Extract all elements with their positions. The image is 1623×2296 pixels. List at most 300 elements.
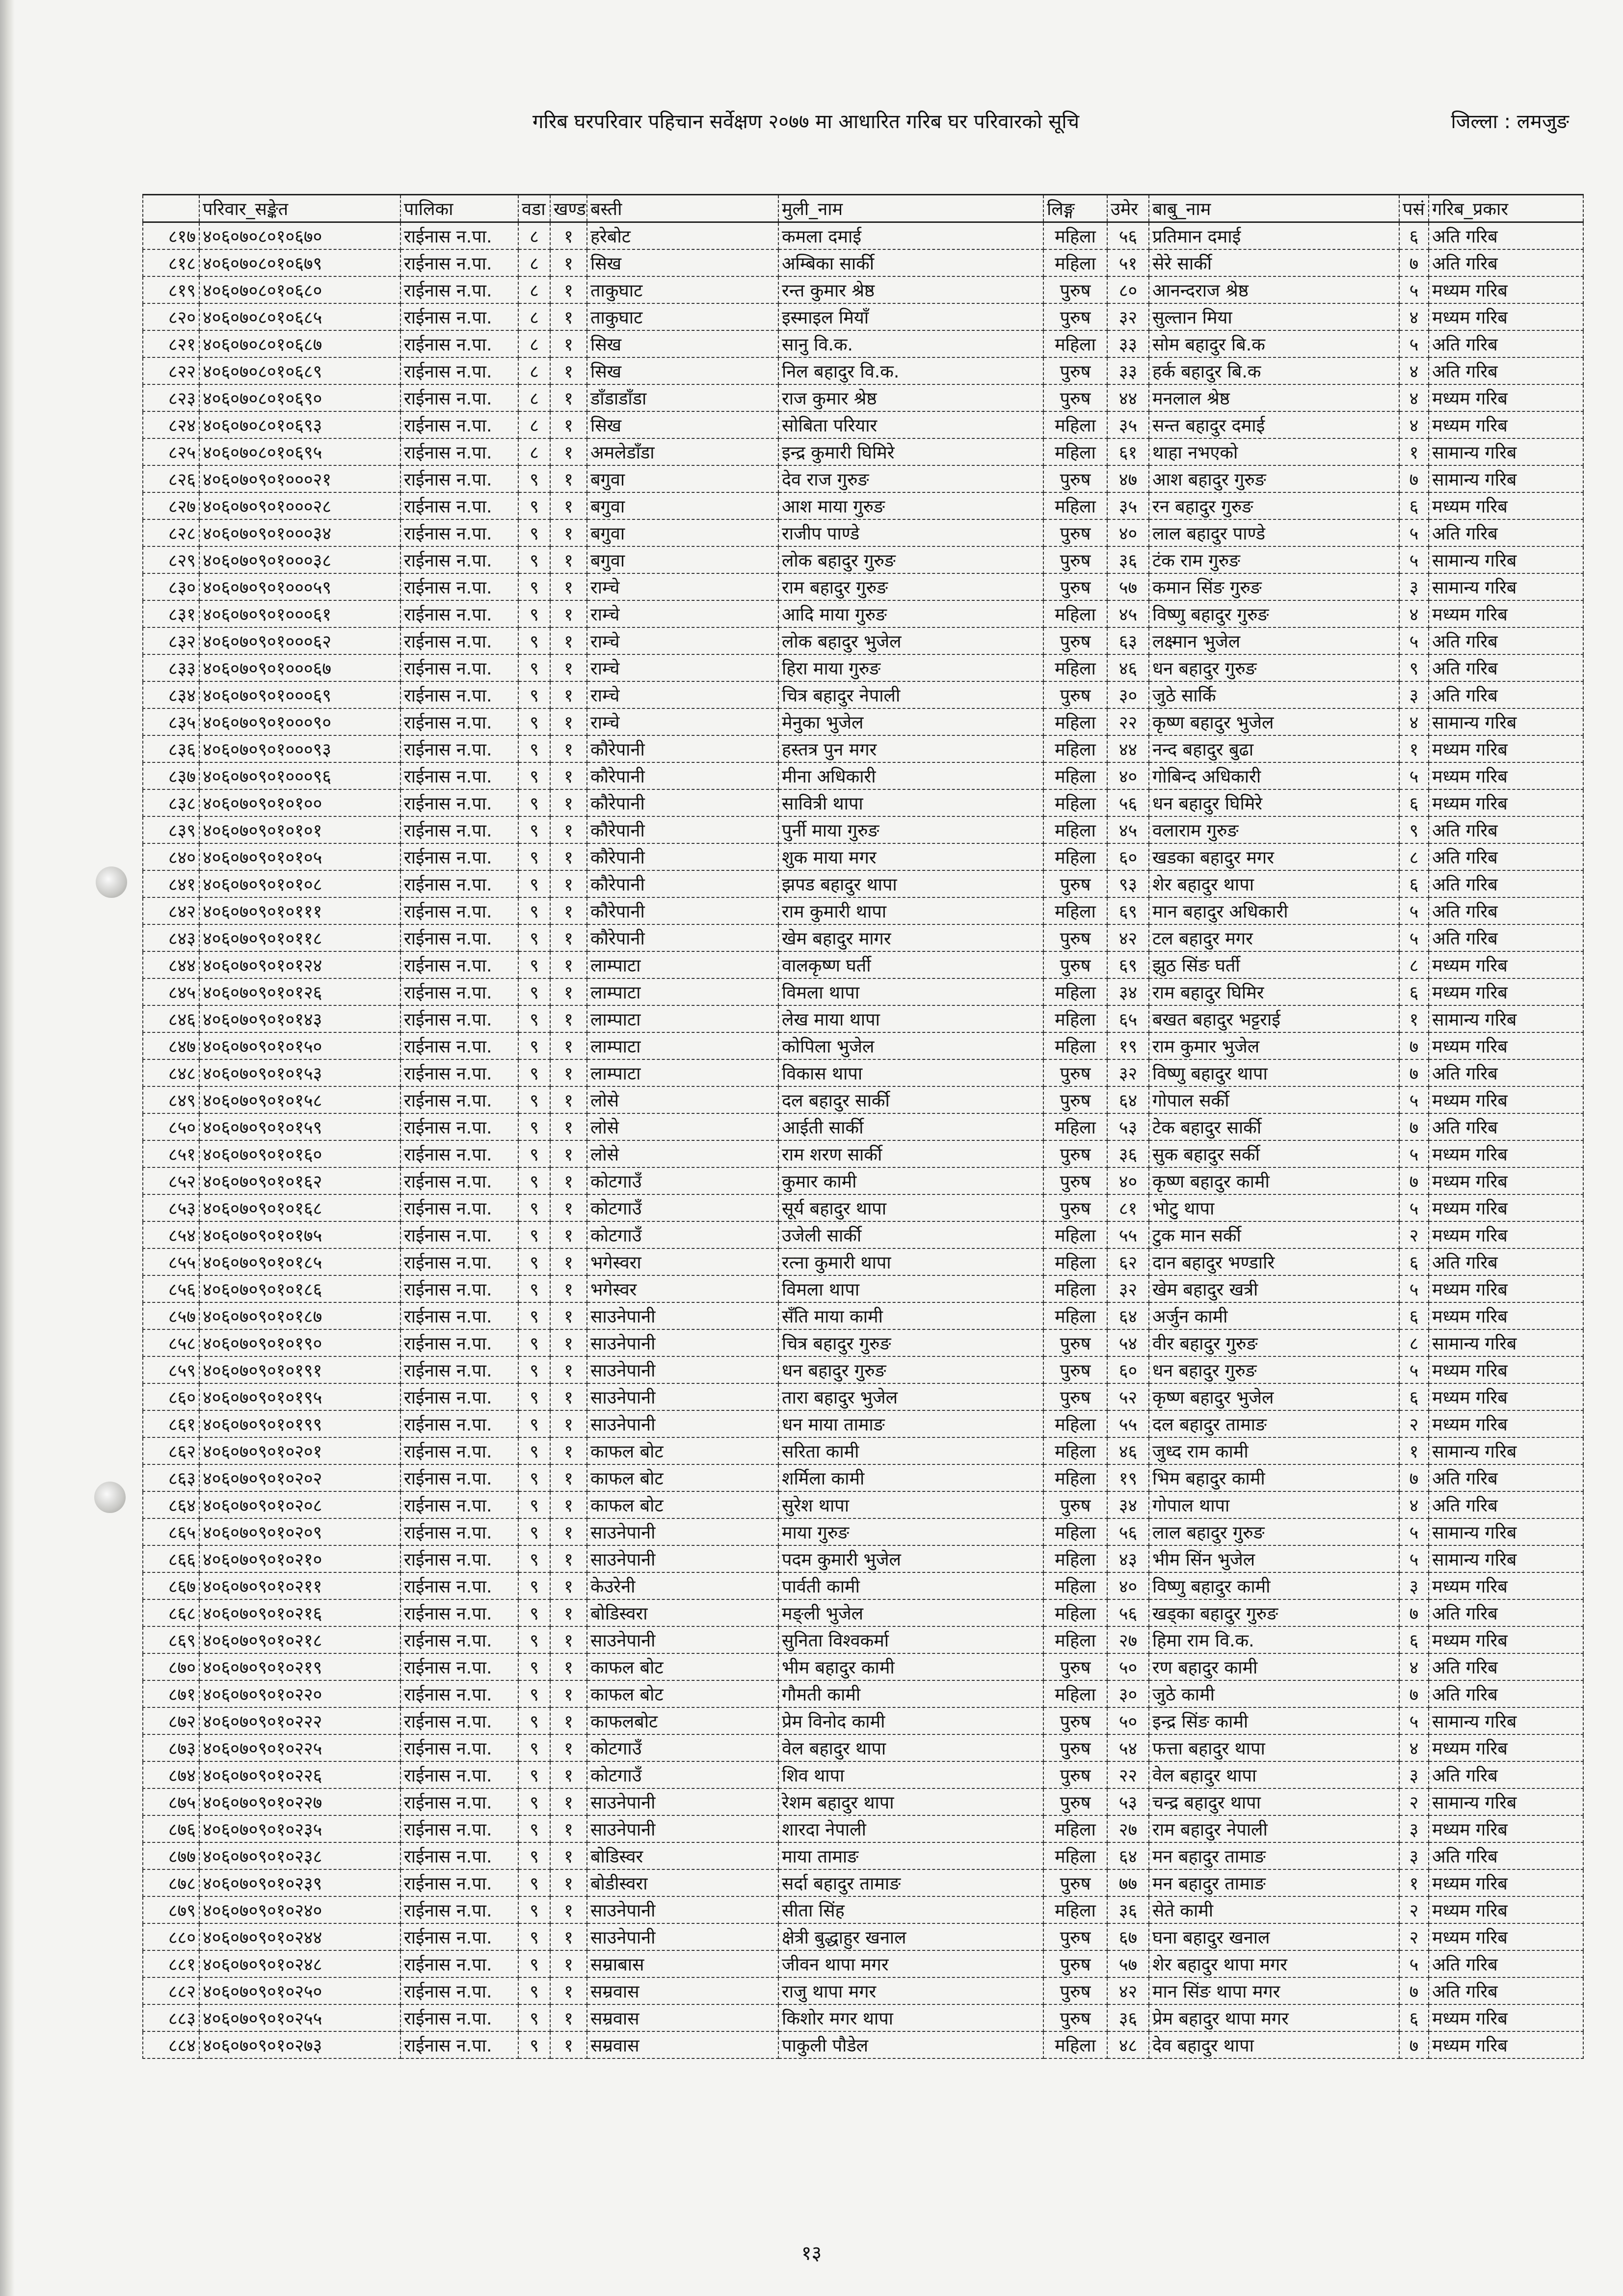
block-cell: १ (550, 1356, 587, 1383)
serial-cell: ८६१ (143, 1410, 199, 1437)
father-name-cell: मान बहादुर अधिकारी (1149, 897, 1399, 924)
gender-cell: पुरुष (1043, 2004, 1107, 2031)
family-size-cell: ७ (1399, 249, 1429, 276)
settlement-cell: बोडिस्वरा (587, 1599, 778, 1626)
father-name-cell: विष्णु बहादुर कामी (1149, 1572, 1399, 1599)
age-cell: ३४ (1107, 1491, 1149, 1518)
family-size-cell: ७ (1399, 1032, 1429, 1059)
poverty-type-cell: सामान्य गरिब (1429, 465, 1583, 492)
head-name-cell: पुर्नी माया गुरुङ (778, 816, 1043, 843)
serial-cell: ८५६ (143, 1275, 199, 1302)
household-code-cell: ४०६०७०९०१०१०८ (199, 870, 400, 897)
block-cell: १ (550, 1248, 587, 1275)
father-name-cell: हर्क बहादुर बि.क (1149, 357, 1399, 384)
table-row (143, 1329, 1583, 1356)
municipality-cell: राईनास न.पा. (400, 1734, 518, 1761)
table-row (143, 1113, 1583, 1140)
family-size-cell: ६ (1399, 1302, 1429, 1329)
ward-cell: ९ (518, 1842, 550, 1869)
serial-cell: ८४६ (143, 1005, 199, 1032)
family-size-cell: ३ (1399, 1815, 1429, 1842)
municipality-cell: राईनास न.पा. (400, 1815, 518, 1842)
gender-cell: पुरुष (1043, 519, 1107, 546)
gender-cell: महिला (1043, 762, 1107, 789)
age-cell: ५३ (1107, 1788, 1149, 1815)
head-name-cell: इस्माइल मियाँ (778, 303, 1043, 330)
municipality-cell: राईनास न.पा. (400, 951, 518, 978)
municipality-cell: राईनास न.पा. (400, 762, 518, 789)
gender-cell: महिला (1043, 411, 1107, 438)
municipality-cell: राईनास न.पा. (400, 816, 518, 843)
block-cell: १ (550, 1896, 587, 1923)
block-cell: १ (550, 1626, 587, 1653)
settlement-cell: बगुवा (587, 492, 778, 519)
household-code-cell: ४०६०७०९०१०१०१ (199, 816, 400, 843)
block-cell: १ (550, 2031, 587, 2058)
ward-cell: ९ (518, 600, 550, 627)
ward-cell: ९ (518, 1761, 550, 1788)
ward-cell: ९ (518, 816, 550, 843)
poverty-type-cell: मध्यम गरिब (1429, 411, 1583, 438)
ward-cell: ९ (518, 1491, 550, 1518)
ward-cell: ९ (518, 1005, 550, 1032)
ward-cell: ८ (518, 411, 550, 438)
gender-cell: पुरुष (1043, 1950, 1107, 1977)
serial-cell: ८२७ (143, 492, 199, 519)
serial-cell: ८५४ (143, 1221, 199, 1248)
household-code-cell: ४०६०७०९०१०२२६ (199, 1761, 400, 1788)
household-code-cell: ४०६०७०९०१०२५५ (199, 2004, 400, 2031)
family-size-cell: ७ (1399, 1680, 1429, 1707)
household-code-cell: ४०६०७०९०१०२३९ (199, 1869, 400, 1896)
poverty-type-cell: मध्यम गरिब (1429, 1383, 1583, 1410)
household-code-cell: ४०६०७०९०१०००६७ (199, 654, 400, 681)
age-cell: ३५ (1107, 411, 1149, 438)
age-cell: ६४ (1107, 1302, 1149, 1329)
page-header (0, 107, 1623, 136)
table-row (143, 1815, 1583, 1842)
age-cell: ५६ (1107, 1518, 1149, 1545)
ward-cell: ९ (518, 1275, 550, 1302)
family-size-cell: ५ (1399, 519, 1429, 546)
table-row (143, 1545, 1583, 1572)
table-row (143, 870, 1583, 897)
municipality-cell: राईनास न.पा. (400, 1275, 518, 1302)
age-cell: ४० (1107, 762, 1149, 789)
gender-cell: महिला (1043, 843, 1107, 870)
ward-cell: ९ (518, 843, 550, 870)
father-name-cell: शेर बहादुर थापा (1149, 870, 1399, 897)
household-code-cell: ४०६०७०९०१०२१९ (199, 1653, 400, 1680)
father-name-cell: चन्द्र बहादुर थापा (1149, 1788, 1399, 1815)
gender-cell: पुरुष (1043, 465, 1107, 492)
father-name-cell: टंक राम गुरुङ (1149, 546, 1399, 573)
gender-cell: महिला (1043, 735, 1107, 762)
household-code-cell: ४०६०७०९०१०००५९ (199, 573, 400, 600)
col-header-age: उमेर (1107, 195, 1149, 222)
age-cell: ६० (1107, 1356, 1149, 1383)
family-size-cell: ७ (1399, 2031, 1429, 2058)
settlement-cell: राम्चे (587, 573, 778, 600)
table-row (143, 1842, 1583, 1869)
father-name-cell: धन बहादुर गुरुङ (1149, 1356, 1399, 1383)
table-header-row (143, 195, 1583, 222)
serial-cell: ८५९ (143, 1356, 199, 1383)
settlement-cell: कौरेपानी (587, 897, 778, 924)
gender-cell: पुरुष (1043, 303, 1107, 330)
age-cell: ५७ (1107, 1950, 1149, 1977)
age-cell: ४० (1107, 1167, 1149, 1194)
serial-cell: ८५८ (143, 1329, 199, 1356)
head-name-cell: भीम बहादुर कामी (778, 1653, 1043, 1680)
family-size-cell: ६ (1399, 978, 1429, 1005)
head-name-cell: गौमती कामी (778, 1680, 1043, 1707)
settlement-cell: साउनेपानी (587, 1923, 778, 1950)
block-cell: १ (550, 1815, 587, 1842)
ward-cell: ९ (518, 1032, 550, 1059)
settlement-cell: ताकुघाट (587, 303, 778, 330)
family-size-cell: ५ (1399, 1140, 1429, 1167)
family-size-cell: ४ (1399, 1491, 1429, 1518)
municipality-cell: राईनास न.पा. (400, 1923, 518, 1950)
serial-cell: ८२९ (143, 546, 199, 573)
municipality-cell: राईनास न.पा. (400, 1221, 518, 1248)
settlement-cell: साउनेपानी (587, 1410, 778, 1437)
father-name-cell: नन्द बहादुर बुढा (1149, 735, 1399, 762)
block-cell: १ (550, 1194, 587, 1221)
poverty-type-cell: अति गरिब (1429, 357, 1583, 384)
household-code-cell: ४०६०७०८०१०६७० (199, 222, 400, 250)
gender-cell: महिला (1043, 708, 1107, 735)
gender-cell: पुरुष (1043, 1491, 1107, 1518)
serial-cell: ८७८ (143, 1869, 199, 1896)
household-code-cell: ४०६०७०९०१०२०८ (199, 1491, 400, 1518)
municipality-cell: राईनास न.पा. (400, 870, 518, 897)
age-cell: ५४ (1107, 1734, 1149, 1761)
father-name-cell: राम बहादुर नेपाली (1149, 1815, 1399, 1842)
settlement-cell: सिख (587, 249, 778, 276)
block-cell: १ (550, 1329, 587, 1356)
municipality-cell: राईनास न.पा. (400, 1869, 518, 1896)
age-cell: ५६ (1107, 1599, 1149, 1626)
municipality-cell: राईनास न.पा. (400, 438, 518, 465)
ward-cell: ९ (518, 1383, 550, 1410)
poverty-type-cell: मध्यम गरिब (1429, 1572, 1583, 1599)
ward-cell: ९ (518, 1977, 550, 2004)
gender-cell: पुरुष (1043, 1977, 1107, 2004)
punch-hole (96, 866, 127, 898)
settlement-cell: कौरेपानी (587, 924, 778, 951)
poverty-type-cell: सामान्य गरिब (1429, 546, 1583, 573)
block-cell: १ (550, 384, 587, 411)
block-cell: १ (550, 1950, 587, 1977)
poverty-type-cell: मध्यम गरिब (1429, 2031, 1583, 2058)
family-size-cell: ७ (1399, 1599, 1429, 1626)
serial-cell: ८४४ (143, 951, 199, 978)
head-name-cell: दल बहादुर सार्की (778, 1086, 1043, 1113)
table-row (143, 465, 1583, 492)
serial-cell: ८४७ (143, 1032, 199, 1059)
block-cell: १ (550, 1140, 587, 1167)
table-row (143, 1086, 1583, 1113)
block-cell: १ (550, 1599, 587, 1626)
block-cell: १ (550, 1923, 587, 1950)
municipality-cell: राईनास न.पा. (400, 627, 518, 654)
age-cell: ३२ (1107, 303, 1149, 330)
settlement-cell: बोडिस्वर (587, 1842, 778, 1869)
age-cell: ४८ (1107, 2031, 1149, 2058)
table-row (143, 681, 1583, 708)
family-size-cell: १ (1399, 1869, 1429, 1896)
poverty-type-cell: अति गरिब (1429, 249, 1583, 276)
settlement-cell: साउनेपानी (587, 1626, 778, 1653)
municipality-cell: राईनास न.पा. (400, 1059, 518, 1086)
family-size-cell: ६ (1399, 789, 1429, 816)
poverty-type-cell: सामान्य गरिब (1429, 1518, 1583, 1545)
household-code-cell: ४०६०७०८०१०६७९ (199, 249, 400, 276)
household-code-cell: ४०६०७०९०१०१६२ (199, 1167, 400, 1194)
head-name-cell: देव राज गुरुङ (778, 465, 1043, 492)
age-cell: ६४ (1107, 1086, 1149, 1113)
serial-cell: ८५५ (143, 1248, 199, 1275)
ward-cell: ९ (518, 789, 550, 816)
poverty-type-cell: अति गरिब (1429, 1653, 1583, 1680)
serial-cell: ८३१ (143, 600, 199, 627)
household-code-cell: ४०६०७०८०१०६९३ (199, 411, 400, 438)
gender-cell: पुरुष (1043, 384, 1107, 411)
settlement-cell: सिख (587, 411, 778, 438)
block-cell: १ (550, 1707, 587, 1734)
settlement-cell: सम्रवास (587, 2031, 778, 2058)
father-name-cell: आश बहादुर गुरुङ (1149, 465, 1399, 492)
age-cell: ६४ (1107, 1842, 1149, 1869)
household-code-cell: ४०६०७०८०१०६९५ (199, 438, 400, 465)
poverty-type-cell: अति गरिब (1429, 1464, 1583, 1491)
serial-cell: ८३९ (143, 816, 199, 843)
head-name-cell: प्रेम विनोद कामी (778, 1707, 1043, 1734)
head-name-cell: धन बहादुर गुरुङ (778, 1356, 1043, 1383)
poverty-type-cell: अति गरिब (1429, 1059, 1583, 1086)
serial-cell: ८४२ (143, 897, 199, 924)
head-name-cell: धन माया तामाङ (778, 1410, 1043, 1437)
head-name-cell: राज कुमार श्रेष्ठ (778, 384, 1043, 411)
household-code-cell: ४०६०७०९०१०००९६ (199, 762, 400, 789)
father-name-cell: भीम सिंन भुजेल (1149, 1545, 1399, 1572)
family-size-cell: २ (1399, 1896, 1429, 1923)
ward-cell: ८ (518, 357, 550, 384)
table-row (143, 654, 1583, 681)
gender-cell: पुरुष (1043, 357, 1107, 384)
col-header-ward: वडा (518, 195, 550, 222)
age-cell: ६५ (1107, 1005, 1149, 1032)
block-cell: १ (550, 600, 587, 627)
gender-cell: महिला (1043, 1248, 1107, 1275)
age-cell: ३० (1107, 1680, 1149, 1707)
household-code-cell: ४०६०७०९०१०२४० (199, 1896, 400, 1923)
father-name-cell: विष्णु बहादुर थापा (1149, 1059, 1399, 1086)
ward-cell: ९ (518, 1950, 550, 1977)
family-size-cell: ७ (1399, 1059, 1429, 1086)
serial-cell: ८४१ (143, 870, 199, 897)
household-code-cell: ४०६०७०९०१०२२५ (199, 1734, 400, 1761)
ward-cell: ९ (518, 654, 550, 681)
father-name-cell: जुध्द राम कामी (1149, 1437, 1399, 1464)
family-size-cell: ६ (1399, 492, 1429, 519)
table-body (143, 222, 1583, 2059)
age-cell: ६१ (1107, 438, 1149, 465)
settlement-cell: काफल बोट (587, 1491, 778, 1518)
gender-cell: महिला (1043, 978, 1107, 1005)
ward-cell: ९ (518, 1356, 550, 1383)
father-name-cell: गोबिन्द अधिकारी (1149, 762, 1399, 789)
serial-cell: ८२२ (143, 357, 199, 384)
serial-cell: ८५२ (143, 1167, 199, 1194)
household-code-cell: ४०६०७०८०१०६९० (199, 384, 400, 411)
head-name-cell: पार्वती कामी (778, 1572, 1043, 1599)
table-row (143, 519, 1583, 546)
head-name-cell: कमला दमाई (778, 222, 1043, 250)
age-cell: २७ (1107, 1815, 1149, 1842)
poverty-type-cell: अति गरिब (1429, 897, 1583, 924)
father-name-cell: दान बहादुर भण्डारि (1149, 1248, 1399, 1275)
ward-cell: ९ (518, 1329, 550, 1356)
gender-cell: महिला (1043, 1815, 1107, 1842)
block-cell: १ (550, 924, 587, 951)
ward-cell: ९ (518, 924, 550, 951)
table-row (143, 438, 1583, 465)
father-name-cell: राम बहादुर घिमिर (1149, 978, 1399, 1005)
col-header-settlement: बस्ती (587, 195, 778, 222)
head-name-cell: आदि माया गुरुङ (778, 600, 1043, 627)
family-size-cell: ६ (1399, 2004, 1429, 2031)
head-name-cell: पाकुली पौडेल (778, 2031, 1043, 2058)
table-row (143, 1464, 1583, 1491)
household-code-cell: ४०६०७०९०१०२४८ (199, 1950, 400, 1977)
head-name-cell: लोक बहादुर गुरुङ (778, 546, 1043, 573)
serial-cell: ८१८ (143, 249, 199, 276)
family-size-cell: ५ (1399, 1086, 1429, 1113)
settlement-cell: साउनेपानी (587, 1356, 778, 1383)
ward-cell: ९ (518, 1788, 550, 1815)
ward-cell: ९ (518, 762, 550, 789)
municipality-cell: राईनास न.पा. (400, 2004, 518, 2031)
head-name-cell: विकास थापा (778, 1059, 1043, 1086)
municipality-cell: राईनास न.पा. (400, 1545, 518, 1572)
binder-edge (0, 0, 15, 2296)
municipality-cell: राईनास न.पा. (400, 546, 518, 573)
poverty-type-cell: मध्यम गरिब (1429, 789, 1583, 816)
table-row (143, 411, 1583, 438)
age-cell: ३३ (1107, 357, 1149, 384)
gender-cell: महिला (1043, 789, 1107, 816)
father-name-cell: कृष्ण बहादुर भुजेल (1149, 1383, 1399, 1410)
family-size-cell: ६ (1399, 870, 1429, 897)
father-name-cell: गोपाल सर्की (1149, 1086, 1399, 1113)
table-row (143, 1788, 1583, 1815)
father-name-cell: कृष्ण बहादुर भुजेल (1149, 708, 1399, 735)
settlement-cell: साउनेपानी (587, 1788, 778, 1815)
family-size-cell: ५ (1399, 1545, 1429, 1572)
family-size-cell: ५ (1399, 924, 1429, 951)
age-cell: ४२ (1107, 924, 1149, 951)
age-cell: ४० (1107, 1572, 1149, 1599)
block-cell: १ (550, 1437, 587, 1464)
poverty-type-cell: सामान्य गरिब (1429, 573, 1583, 600)
settlement-cell: सिख (587, 330, 778, 357)
father-name-cell: टल बहादुर मगर (1149, 924, 1399, 951)
poverty-type-cell: अति गरिब (1429, 816, 1583, 843)
block-cell: १ (550, 1653, 587, 1680)
block-cell: १ (550, 1977, 587, 2004)
col-header-municipality: पालिका (400, 195, 518, 222)
serial-cell: ८६५ (143, 1518, 199, 1545)
serial-cell: ८७० (143, 1653, 199, 1680)
household-code-cell: ४०६०७०९०१०००६२ (199, 627, 400, 654)
father-name-cell: टुक मान सर्की (1149, 1221, 1399, 1248)
serial-cell: ८८० (143, 1923, 199, 1950)
head-name-cell: सुरेश थापा (778, 1491, 1043, 1518)
municipality-cell: राईनास न.पा. (400, 1167, 518, 1194)
municipality-cell: राईनास न.पा. (400, 330, 518, 357)
table-row (143, 1410, 1583, 1437)
head-name-cell: उजेली सार्की (778, 1221, 1043, 1248)
poverty-type-cell: मध्यम गरिब (1429, 1194, 1583, 1221)
table-row (143, 384, 1583, 411)
father-name-cell: प्रेम बहादुर थापा मगर (1149, 2004, 1399, 2031)
family-size-cell: ६ (1399, 1626, 1429, 1653)
settlement-cell: लाम्पाटा (587, 1059, 778, 1086)
head-name-cell: राम बहादुर गुरुङ (778, 573, 1043, 600)
family-size-cell: ७ (1399, 465, 1429, 492)
settlement-cell: राम्चे (587, 627, 778, 654)
household-code-cell: ४०६०७०९०१०१६० (199, 1140, 400, 1167)
ward-cell: ९ (518, 573, 550, 600)
gender-cell: पुरुष (1043, 1167, 1107, 1194)
father-name-cell: वेल बहादुर थापा (1149, 1761, 1399, 1788)
family-size-cell: २ (1399, 1788, 1429, 1815)
age-cell: ६२ (1107, 1248, 1149, 1275)
household-code-cell: ४०६०७०९०१०२४४ (199, 1923, 400, 1950)
serial-cell: ८६८ (143, 1599, 199, 1626)
serial-cell: ८७४ (143, 1761, 199, 1788)
head-name-cell: शुक माया मगर (778, 843, 1043, 870)
settlement-cell: अमलेडाँडा (587, 438, 778, 465)
municipality-cell: राईनास न.पा. (400, 1410, 518, 1437)
settlement-cell: लोसे (587, 1140, 778, 1167)
gender-cell: पुरुष (1043, 1923, 1107, 1950)
table-row (143, 897, 1583, 924)
serial-cell: ८६२ (143, 1437, 199, 1464)
gender-cell: महिला (1043, 2031, 1107, 2058)
block-cell: १ (550, 1680, 587, 1707)
age-cell: ४४ (1107, 384, 1149, 411)
poverty-type-cell: मध्यम गरिब (1429, 1410, 1583, 1437)
father-name-cell: सुक बहादुर सर्की (1149, 1140, 1399, 1167)
block-cell: १ (550, 303, 587, 330)
poverty-type-cell: अति गरिब (1429, 519, 1583, 546)
municipality-cell: राईनास न.पा. (400, 1950, 518, 1977)
age-cell: ६७ (1107, 1923, 1149, 1950)
gender-cell: पुरुष (1043, 1140, 1107, 1167)
table-row (143, 222, 1583, 250)
age-cell: ५५ (1107, 1410, 1149, 1437)
household-code-cell: ४०६०७०९०१०१९५ (199, 1383, 400, 1410)
gender-cell: महिला (1043, 222, 1107, 250)
household-code-cell: ४०६०७०९०१०००६९ (199, 681, 400, 708)
age-cell: ५० (1107, 1653, 1149, 1680)
col-header-head-name: मुली_नाम (778, 195, 1043, 222)
block-cell: १ (550, 330, 587, 357)
